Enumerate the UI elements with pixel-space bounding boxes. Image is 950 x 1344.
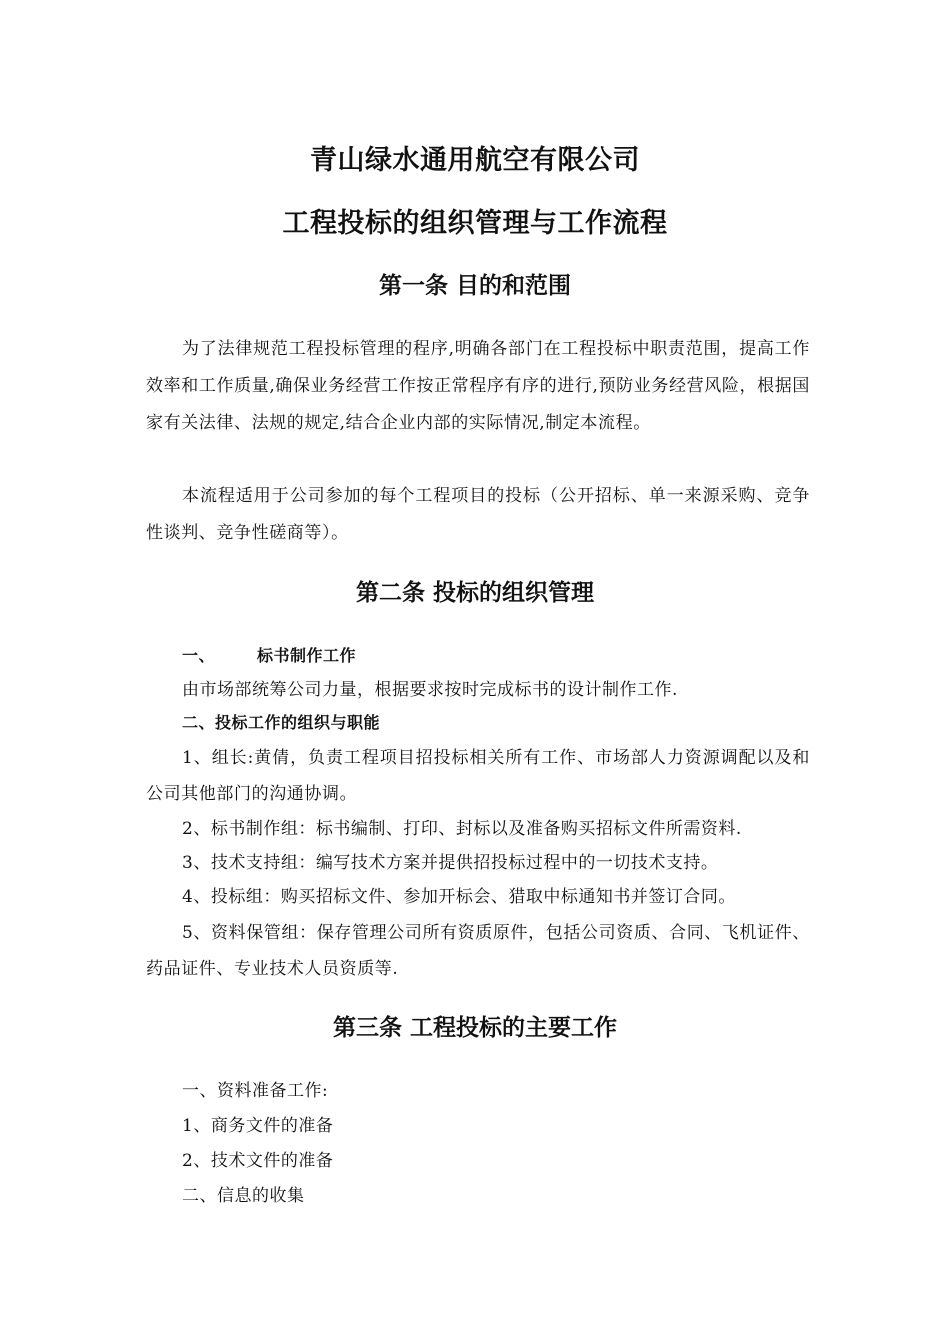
- item-1-number: 一、: [182, 646, 216, 665]
- section-1-paragraph-1: 为了法律规范工程投标管理的程序,明确各部门在工程投标中职责范围，提高工作效率和工作质量,确保业务经营工作按正常程序有序的进行,预防业务经营风险，根据国家有关法律、法规的规定,结合企业内部的实际情况,制定本流程。: [146, 339, 810, 433]
- role-records-group: 5、资料保管组：保存管理公司所有资质原件，包括公司资质、合同、飞机证件、药品证件、专业技术人员资质等.: [146, 923, 810, 979]
- role-bidding-group: 4、投标组：购买招标文件、参加开标会、猎取中标通知书并签订合同。: [182, 887, 736, 907]
- section-2-heading: 第二条 投标的组织管理: [355, 579, 594, 606]
- section-3-line-2: 1、商务文件的准备: [182, 1116, 334, 1136]
- section-2-item-1-heading: [182, 639, 356, 673]
- role-technical-support-group: 3、技术支持组：编写技术方案并提供招投标过程中的一切技术支持。: [182, 853, 719, 873]
- item-1-title: 标书制作工作: [257, 646, 357, 665]
- document-title: 工程投标的组织管理与工作流程: [282, 208, 668, 239]
- role-bid-document-group: 2、标书制作组：标书编制、打印、封标以及准备购买招标文件所需资料.: [182, 819, 742, 839]
- section-3-line-1: 一、资料准备工作:: [182, 1081, 329, 1101]
- section-1-heading: 第一条 目的和范围: [378, 272, 571, 299]
- section-3-heading: 第三条 工程投标的主要工作: [332, 1014, 617, 1041]
- role-leader: 1、组长:黄倩，负责工程项目招投标相关所有工作、市场部人力资源调配以及和公司其他部门的沟通协调。: [146, 748, 810, 804]
- company-title: 青山绿水通用航空有限公司: [310, 145, 640, 176]
- section-1-paragraph-2: 本流程适用于公司参加的每个工程项目的投标（公开招标、单一来源采购、竞争性谈判、竞争性磋商等）。: [146, 486, 810, 543]
- section-2-item-2-heading: 二、投标工作的组织与职能: [182, 713, 381, 732]
- section-2-item-1-text: 由市场部统筹公司力量，根据要求按时完成标书的设计制作工作.: [182, 680, 678, 700]
- section-3-line-4: 二、信息的收集: [182, 1186, 305, 1206]
- section-3-line-3: 2、技术文件的准备: [182, 1151, 334, 1171]
